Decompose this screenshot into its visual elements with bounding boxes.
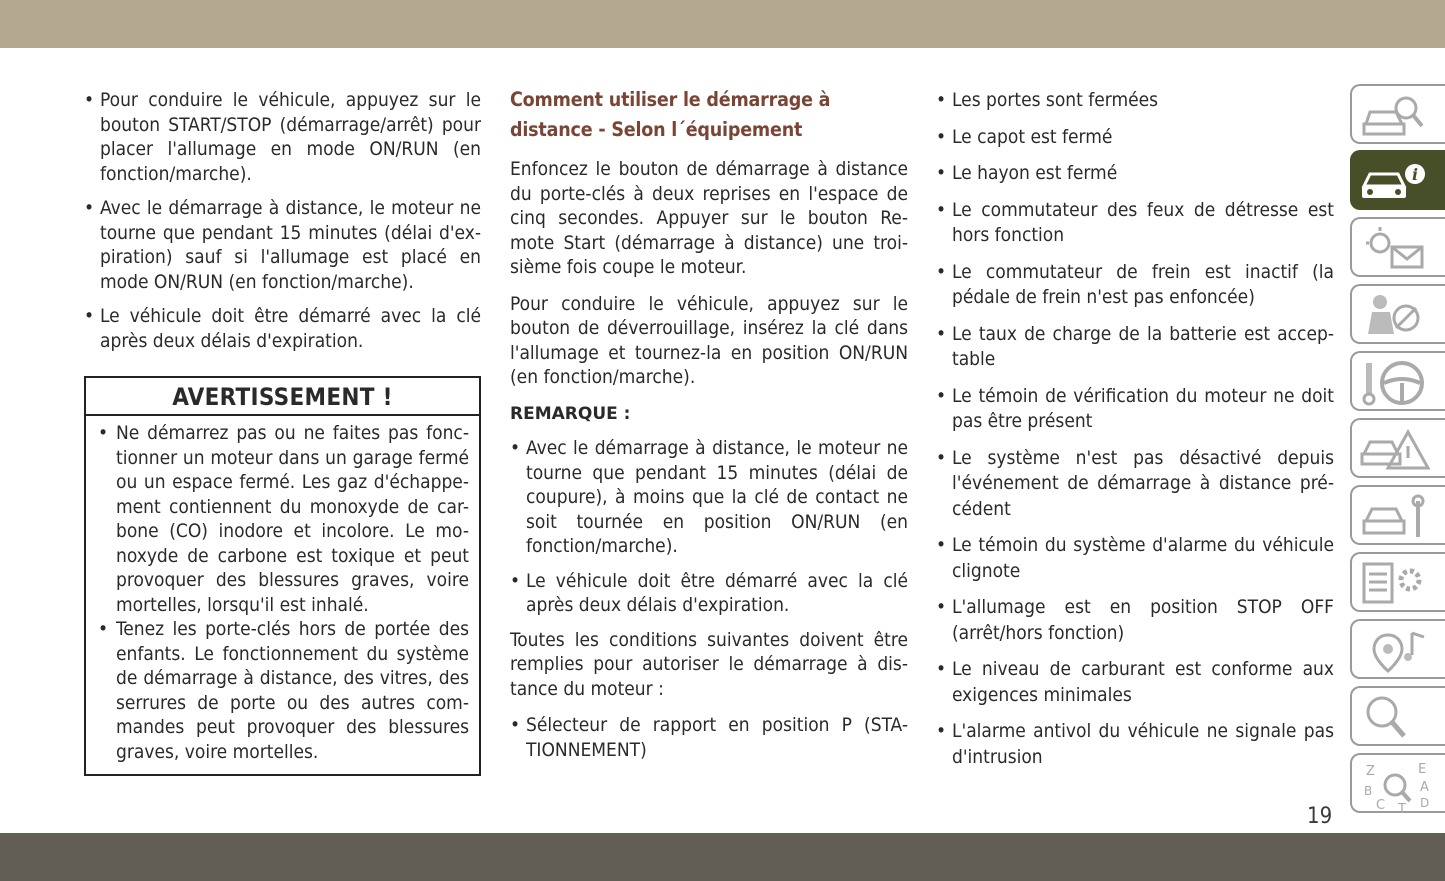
- note-bullet: • Avec le démarrage à distance, le moteur ne tourne que pendant 15 minutes (délai de coupure), à moins que la clé de contact ne soit tournée en position ON/RUN (en fonction/marche).: [510, 436, 908, 559]
- magnifier-icon: [1358, 692, 1438, 744]
- condition-bullet: • Le taux de charge de la batterie est accep-table: [936, 322, 1334, 373]
- tab-vehicle-info[interactable]: [1350, 150, 1445, 210]
- tab-safety[interactable]: [1350, 284, 1445, 344]
- bottom-band: [0, 833, 1445, 881]
- tab-specifications[interactable]: [1350, 552, 1445, 612]
- bullet-item: • Pour conduire le véhicule, appuyez sur le bouton START/STOP (démarrage/arrêt) pour placer l'allumage en mode ON/RUN (en fonction/marche).: [84, 88, 481, 186]
- music-location-icon: [1358, 625, 1438, 677]
- steering-wheel-icon: [1358, 357, 1438, 409]
- middle-column: [510, 88, 908, 772]
- tab-index[interactable]: [1350, 753, 1445, 813]
- warning-bullet: • Ne démarrez pas ou ne faites pas fonc-tionner un moteur dans un garage fermé ou un espace fermé. Les gaz d'échappe-ment contiennent du monoxyde de car-bone (CO) inodore et incolore. Le mo-noxyde de carbone est toxique et peut provoquer des blessures graves, voire mortelles, lorsqu'il est inhalé.: [98, 421, 469, 617]
- tab-driving[interactable]: [1350, 351, 1445, 411]
- condition-bullet: • Le témoin du système d'alarme du véhicule clignote: [936, 533, 1334, 584]
- index-letter: E: [1418, 762, 1427, 777]
- left-column: [84, 88, 481, 363]
- tab-customer-assistance[interactable]: [1350, 686, 1445, 746]
- warning-bullet: • Tenez les porte-clés hors de portée des enfants. Le fonctionnement du système de démarrage à distance, des vitres, des serrures de porte ou des autres com-mandes peut provoquer des blessures graves, voire mortelles.: [98, 617, 469, 764]
- condition-bullet: • Le commutateur des feux de détresse est hors fonction: [936, 198, 1334, 249]
- index-letter: C: [1376, 798, 1386, 813]
- top-band: [0, 0, 1445, 48]
- condition-bullet: • L'allumage est en position STOP OFF (arrêt/hors fonction): [936, 595, 1334, 646]
- index-letter: D: [1420, 796, 1430, 810]
- light-envelope-icon: [1358, 223, 1438, 275]
- condition-bullet: • L'alarme antivol du véhicule ne signale pas d'intrusion: [936, 719, 1334, 770]
- index-letter: A: [1420, 780, 1429, 795]
- svg-text:i: i: [1411, 165, 1419, 184]
- tab-emergency[interactable]: [1350, 418, 1445, 478]
- tab-lights-messages[interactable]: [1350, 217, 1445, 277]
- index-letter: T: [1398, 802, 1406, 815]
- section-heading: Comment utiliser le démarrage à distance - Selon l´équipement: [510, 88, 831, 141]
- bullet-item: • Le véhicule doit être démarré avec la clé après deux délais d'expiration.: [84, 304, 481, 353]
- page-number: 19: [1307, 804, 1333, 829]
- index-search-icon: [1358, 759, 1438, 815]
- tab-multimedia[interactable]: [1350, 619, 1445, 679]
- condition-bullet: • Le hayon est fermé: [936, 161, 1334, 187]
- car-info-icon: [1358, 156, 1438, 208]
- index-letter: Z: [1366, 764, 1375, 779]
- tab-vehicle-search[interactable]: [1350, 84, 1445, 144]
- index-letter: B: [1364, 784, 1373, 798]
- warning-title: AVERTISSEMENT !: [86, 378, 479, 416]
- bullet-item: • Avec le démarrage à distance, le moteur ne tourne que pendant 15 minutes (délai d'ex-piration) sauf si l'allumage est placé en mode ON/RUN (en fonction/marche).: [84, 196, 481, 294]
- paragraph: Pour conduire le véhicule, appuyez sur le bouton de déverrouillage, insérez la clé dans l'allumage et tournez-la en position ON/RUN (en fonction/marche).: [510, 292, 908, 388]
- note-bullet: • Le véhicule doit être démarré avec la clé après deux délais d'expiration.: [510, 569, 908, 618]
- condition-bullet: • Les portes sont fermées: [936, 88, 1334, 114]
- condition-bullet: • Le niveau de carburant est conforme aux exigences minimales: [936, 657, 1334, 708]
- condition-bullet: • Le système n'est pas désactivé depuis l'événement de démarrage à distance pré-cédent: [936, 446, 1334, 523]
- warning-box: [84, 376, 481, 776]
- condition-bullet: • Sélecteur de rapport en position P (STA-TIONNEMENT): [510, 713, 908, 762]
- right-column: [936, 88, 1334, 781]
- car-wrench-icon: [1358, 491, 1438, 543]
- note-label: REMARQUE :: [510, 403, 631, 424]
- condition-bullet: • Le capot est fermé: [936, 125, 1334, 151]
- condition-bullet: • Le témoin de vérification du moteur ne doit pas être présent: [936, 384, 1334, 435]
- condition-bullet: • Le commutateur de frein est inactif (la pédale de frein n'est pas enfoncée): [936, 260, 1334, 311]
- tab-servicing[interactable]: [1350, 485, 1445, 545]
- airbag-icon: [1358, 290, 1438, 342]
- list-gear-icon: [1358, 558, 1438, 610]
- warning-triangle-icon: [1358, 424, 1438, 476]
- car-search-icon: [1358, 90, 1438, 142]
- paragraph: Enfoncez le bouton de démarrage à distance du porte-clés à deux reprises en l'espace de cinq secondes. Appuyer sur le bouton Re-mote Start (démarrage à distance) une troi-sième fois coupe le moteur.: [510, 158, 908, 278]
- paragraph: Toutes les conditions suivantes doivent être remplies pour autoriser le démarrage à dis-tance du moteur :: [510, 628, 908, 700]
- warning-body: [86, 416, 479, 764]
